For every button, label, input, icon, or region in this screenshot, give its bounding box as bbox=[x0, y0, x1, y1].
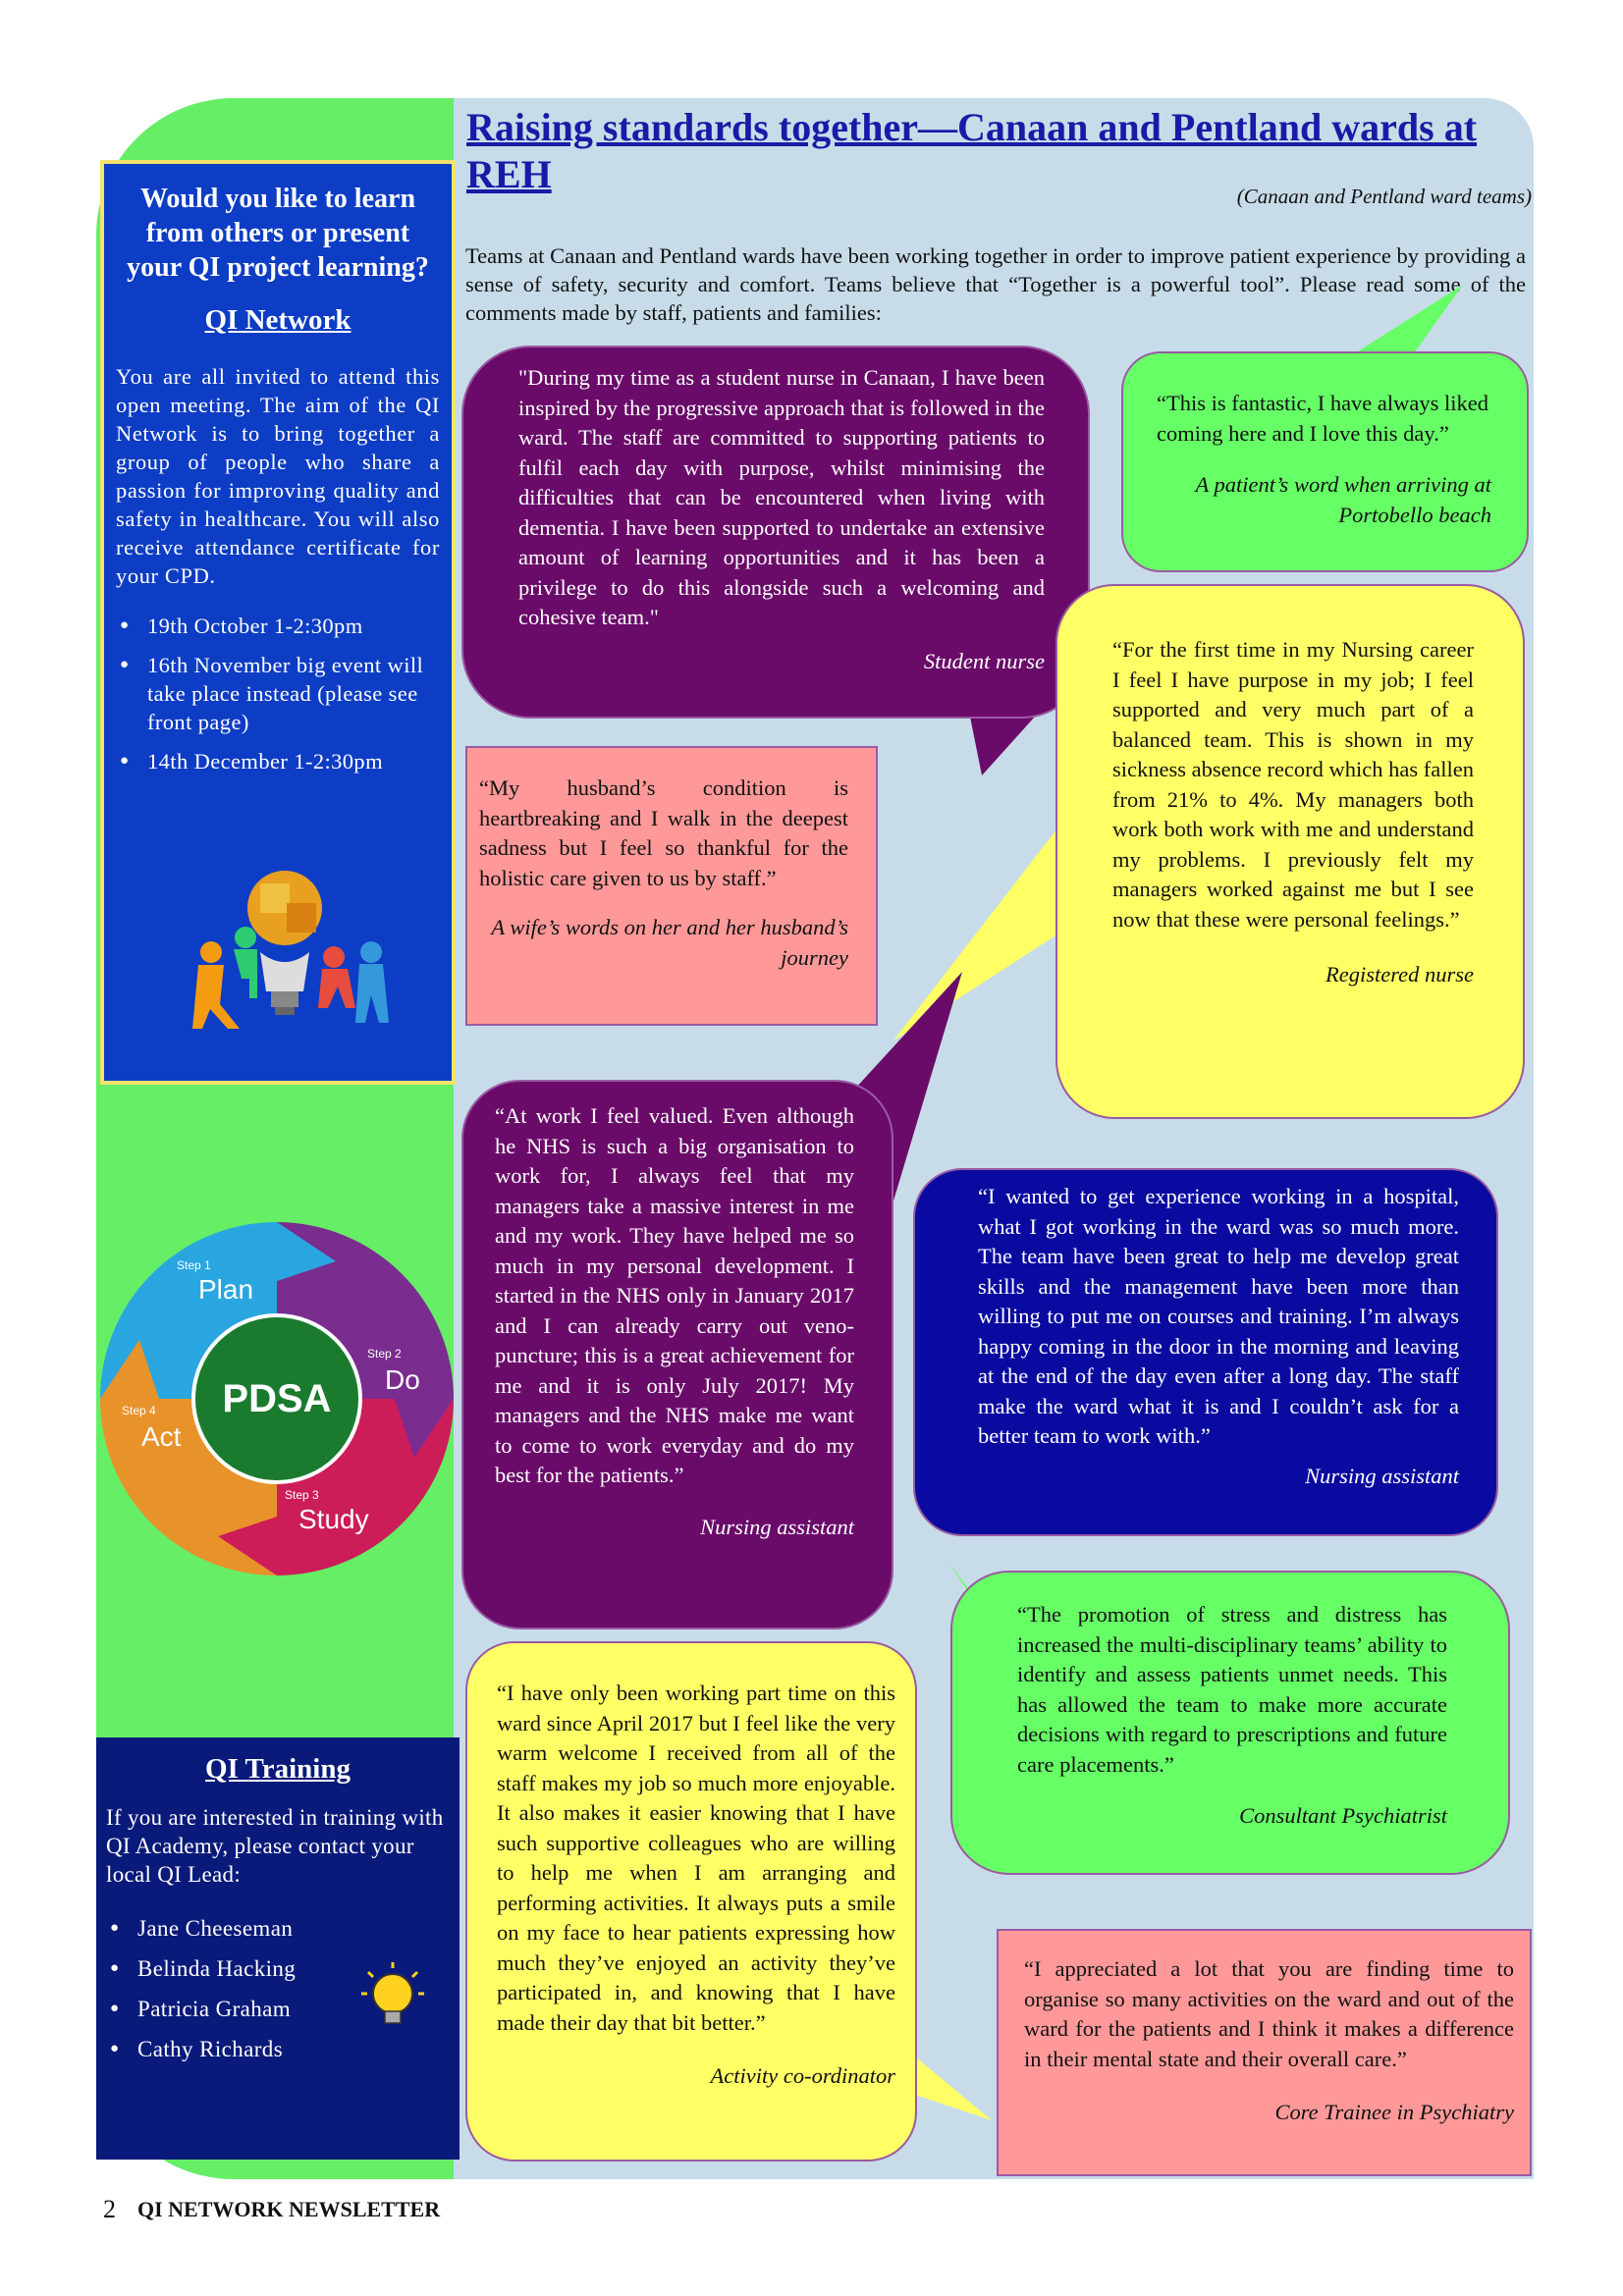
pdsa-step-label: Act bbox=[141, 1421, 182, 1452]
qi-lead-name: ● Jane Cheeseman bbox=[106, 1914, 450, 1943]
quote-bubble bbox=[465, 746, 878, 1026]
quote-author: Nursing assistant bbox=[1305, 1463, 1459, 1488]
quote-text: “I have only been working part time on this ward since April 2017 but I feel like the very warm welcome I received from all of the staff makes my job so much more enjoyable. It also makes it easier knowing that I have such supportive colleagues who are willing to help me when I am arranging and performing activities. It always puts a smile on my face to hear patients expressing how much they’ve enjoyed an activity they’ve participated in, and knowing that I have made their day that bit better.” bbox=[497, 1681, 895, 2035]
quote-bubble bbox=[465, 1641, 917, 2162]
pdsa-center-label: PDSA bbox=[222, 1377, 332, 1420]
meeting-date: ● 14th December 1-2:30pm bbox=[116, 747, 440, 775]
newsletter-title: QI NETWORK NEWSLETTER bbox=[137, 2197, 441, 2221]
article-intro: Teams at Canaan and Pentland wards have been working together in order to improve patient experience by providing a sense of safety, security and comfort. Teams believe that “Together is a powerful tool”. Please read some of the comments made by staff, patients and families: bbox=[465, 243, 1526, 325]
network-heading: QI Network bbox=[204, 304, 352, 336]
puzzle-team-illustration bbox=[177, 869, 398, 1045]
quote-bubble bbox=[1121, 351, 1529, 572]
training-heading: QI Training bbox=[204, 1753, 351, 1785]
article-title: Raising standards together—Canaan and Pentland wards at REH bbox=[466, 105, 1478, 196]
page-number: 2 bbox=[103, 2195, 116, 2223]
pdsa-step-number: Step 2 bbox=[367, 1347, 402, 1361]
quote-text: “My husband’s condition is heartbreaking and I walk in the deepest sadness but I feel so thankful for the holistic care given to us by staff.” bbox=[479, 775, 848, 890]
quote-author: Core Trainee in Psychiatry bbox=[1274, 2100, 1514, 2124]
quote-bubble bbox=[997, 1929, 1532, 2176]
quote-text: “For the first time in my Nursing career I feel I have purpose in my job; I feel supported and very much part of a balanced team. This is shown in my sickness absence record which has fallen from 21% to 4%. My managers both work both work with me and understand my problems. I previously felt my managers worked against me but I see now that these were personal feelings.” bbox=[1112, 637, 1474, 932]
pdsa-step-number: Step 1 bbox=[177, 1258, 211, 1272]
meeting-date: ● 16th November big event will take place instead (please see front page) bbox=[116, 651, 440, 736]
quote-text: “I appreciated a lot that you are finding time to organise so many activities on the ward and out of the ward for the patients and I think it makes a difference in their mental state and their overall care.” bbox=[1024, 1956, 1514, 2071]
lightbulb-icon bbox=[358, 1958, 427, 2037]
quote-bubble bbox=[461, 1080, 893, 1629]
quote-author: Student nurse bbox=[923, 648, 1045, 673]
quote-bubble bbox=[950, 1571, 1510, 1875]
training-text: If you are interested in training with QI Academy, please contact your local QI Lead: bbox=[106, 1805, 444, 1887]
article-byline: (Canaan and Pentland ward teams) bbox=[1236, 185, 1532, 208]
meeting-date: ● 19th October 1-2:30pm bbox=[116, 612, 440, 640]
quote-author: Activity co-ordinator bbox=[710, 2063, 895, 2088]
pdsa-step-number: Step 3 bbox=[285, 1488, 319, 1502]
quote-text: "During my time as a student nurse in Canaan, I have been inspired by the progressive approach that is followed in the ward. The staff are committed to supporting patients to fulfil each day with purpose, whilst minimising the difficulties that can be encountered when living with dementia. I have been supported to undertake an extensive amount of learning opportunities and it has been a privilege to do this alongside such a welcoming and cohesive team." bbox=[518, 365, 1045, 629]
quote-bubble bbox=[913, 1168, 1498, 1536]
quote-bubble bbox=[461, 346, 1090, 719]
quote-author: Consultant Psychiatrist bbox=[1239, 1803, 1447, 1828]
quote-author: Nursing assistant bbox=[700, 1514, 854, 1539]
pdsa-step-label: Do bbox=[385, 1364, 420, 1395]
meeting-dates-list bbox=[116, 612, 440, 775]
qi-lead-name: ● Belinda Hacking bbox=[106, 1954, 450, 1983]
pdsa-step-label: Plan bbox=[198, 1274, 254, 1305]
pdsa-cycle-diagram bbox=[100, 1222, 454, 1575]
qi-lead-name: ● Cathy Richards bbox=[106, 2035, 450, 2063]
quote-bubble bbox=[1055, 584, 1525, 1119]
quote-text: “I wanted to get experience working in a hospital, what I got working in the ward was so much more. The team have been great to help me develop great skills and the management have been more than willing to put me on courses and training. I’m always happy coming in the door in the morning and leaving at the end of the day even after a long day. The staff make the ward what it is and I couldn’t ask for a better team to work with.” bbox=[978, 1184, 1459, 1448]
qi-training-box bbox=[96, 1737, 460, 2160]
pdsa-step-label: Study bbox=[298, 1504, 369, 1534]
network-text: You are all invited to attend this open meeting. The aim of the QI Network is to bring together a group of people who share a passion for improving quality and safety in healthcare. You will also receive attendance certificate for your CPD. bbox=[116, 364, 440, 588]
quote-author: Registered nurse bbox=[1325, 962, 1474, 987]
quote-text: “The promotion of stress and distress has increased the multi-disciplinary teams’ ability to identify and assess patients unmet needs. This has allowed the team to make more accurate decisions with regard to prescriptions and future care placements.” bbox=[1017, 1602, 1447, 1777]
quote-author: A wife’s words on her and her husband’s journey bbox=[491, 915, 848, 970]
pdsa-step-number: Step 4 bbox=[122, 1404, 156, 1417]
speech-bubble-tail bbox=[1355, 285, 1473, 353]
qi-lead-name: ● Patricia Graham bbox=[106, 1995, 450, 2023]
quote-text: “At work I feel valued. Even although he NHS is such a big organisation to work for, I always feel that my managers take a massive interest in me and my work. They have helped me so much in my personal development. I started in the NHS only in January 2017 and I can already carry out veno-puncture; this is a great achievement for me and it is only July 2017! My managers and the NHS make me want to come to work everyday and do my best for the patients.” bbox=[495, 1103, 854, 1487]
network-question: Would you like to learn from others or present your QI project learning? bbox=[127, 184, 429, 283]
quote-author: A patient’s word when arriving at Portobello beach bbox=[1195, 472, 1491, 527]
quote-text: “This is fantastic, I have always liked coming here and I love this day.” bbox=[1157, 391, 1489, 446]
